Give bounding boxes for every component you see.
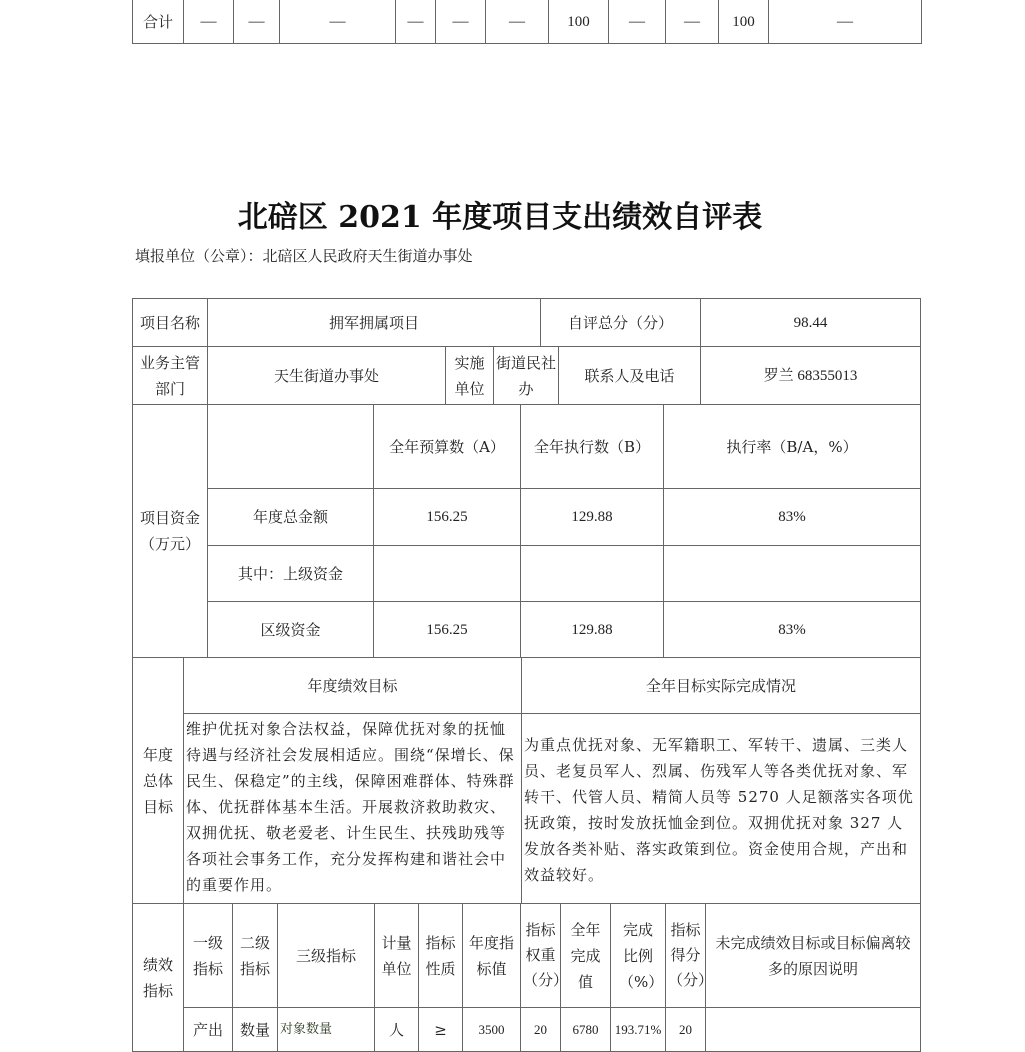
total-cell: — [436, 0, 486, 44]
indicators-section-label: 绩效指标 [133, 904, 184, 1052]
indicators-table [132, 903, 921, 1052]
indicator-score: 20 [666, 1008, 706, 1052]
total-cell: — [666, 0, 719, 44]
funds-exec: 129.88 [521, 602, 664, 658]
indicator-target: 3500 [463, 1008, 521, 1052]
indicator-level2: 数量 [233, 1008, 278, 1052]
header-weight: 指标权重（分） [521, 904, 561, 1008]
total-cell: — [769, 0, 922, 44]
funds-table [132, 404, 921, 658]
header-level3: 三级指标 [278, 904, 375, 1008]
score-label: 自评总分（分） [541, 299, 701, 347]
dept-label: 业务主管部门 [133, 347, 208, 405]
total-label: 合计 [133, 0, 184, 44]
contact-value: 罗兰 68355013 [701, 347, 921, 405]
total-weight: 100 [549, 0, 609, 44]
project-name: 拥军拥属项目 [208, 299, 541, 347]
project-name-label: 项目名称 [133, 299, 208, 347]
total-cell: — [280, 0, 396, 44]
header-reason: 未完成绩效目标或目标偏离较多的原因说明 [706, 904, 921, 1008]
fill-unit: 填报单位（公章）：北碚区人民政府天生街道办事处 [135, 247, 473, 265]
indicator-row [133, 1008, 921, 1052]
goals-table [132, 657, 921, 904]
funds-row [133, 489, 921, 546]
funds-budget: 156.25 [374, 602, 521, 658]
contact-label: 联系人及电话 [559, 347, 701, 405]
funds-budget [374, 546, 521, 602]
funds-row [133, 602, 921, 658]
page-title: 北碚区 2021 年度项目支出绩效自评表 [237, 200, 763, 235]
indicator-nature: ≥ [419, 1008, 463, 1052]
total-cell: — [234, 0, 280, 44]
funds-row-label: 年度总金额 [208, 489, 374, 546]
total-row [133, 0, 922, 44]
header-unit: 计量单位 [375, 904, 419, 1008]
indicators-header-row [133, 904, 921, 1008]
funds-budget: 156.25 [374, 489, 521, 546]
target-text: 维护优抚对象合法权益，保障优抚对象的抚恤待遇与经济社会发展相适应。围绕“保增长、保民生、保稳定”的主线，保障困难群体、特殊群体、优抚群体基本生活。开展救济救助救灾、双拥优抚、敬老爱老、计生民生、扶残助残等各项社会事务工作，充分发挥构建和谐社会中的重要作用。 [184, 714, 522, 904]
indicator-unit: 人 [375, 1008, 419, 1052]
funds-section-label: 项目资金（万元） [133, 405, 208, 658]
funds-row-label: 区级资金 [208, 602, 374, 658]
total-row-table [132, 0, 922, 44]
header-actual: 全年完成值 [561, 904, 611, 1008]
actual-text: 为重点优抚对象、无军籍职工、军转干、遗属、三类人员、老复员军人、烈属、伤残军人等各类优抚对象、军转干、代管人员、精简人员等 5270 人足额落实各项优抚政策，按时发放抚恤金到位。双拥优抚对象 327 人发放各类补贴、落实政策到位。资金使用合规，产出和效益较好。 [522, 714, 921, 904]
score-value: 98.44 [701, 299, 921, 347]
funds-exec: 129.88 [521, 489, 664, 546]
col-budget-header: 全年预算数（A） [374, 405, 521, 489]
funds-header-empty [208, 405, 374, 489]
total-cell: — [184, 0, 234, 44]
indicator-weight: 20 [521, 1008, 561, 1052]
impl-label: 实施单位 [446, 347, 494, 405]
header-level2: 二级指标 [233, 904, 278, 1008]
goals-section-label: 年度总体目标 [133, 658, 184, 904]
actual-header: 全年目标实际完成情况 [522, 658, 921, 714]
funds-row-label: 其中：上级资金 [208, 546, 374, 602]
total-cell: — [486, 0, 549, 44]
total-cell: — [609, 0, 666, 44]
total-score: 100 [719, 0, 769, 44]
funds-exec [521, 546, 664, 602]
header-ratio: 完成比例（%） [611, 904, 666, 1008]
funds-row [133, 546, 921, 602]
indicator-ratio: 193.71% [611, 1008, 666, 1052]
indicator-level3: 对象数量 [278, 1008, 375, 1052]
total-cell: — [396, 0, 436, 44]
target-header: 年度绩效目标 [184, 658, 522, 714]
impl-value: 街道民社办 [494, 347, 559, 405]
col-exec-header: 全年执行数（B） [521, 405, 664, 489]
indicator-level1: 产出 [184, 1008, 233, 1052]
header-level1: 一级指标 [184, 904, 233, 1008]
header-nature: 指标性质 [419, 904, 463, 1008]
funds-rate: 83% [664, 489, 921, 546]
info-table [132, 298, 921, 405]
indicator-actual: 6780 [561, 1008, 611, 1052]
funds-rate [664, 546, 921, 602]
header-target: 年度指标值 [463, 904, 521, 1008]
dept-value: 天生街道办事处 [208, 347, 446, 405]
col-rate-header: 执行率（B/A，%） [664, 405, 921, 489]
funds-rate: 83% [664, 602, 921, 658]
indicator-reason [706, 1008, 921, 1052]
header-score: 指标得分（分） [666, 904, 706, 1008]
